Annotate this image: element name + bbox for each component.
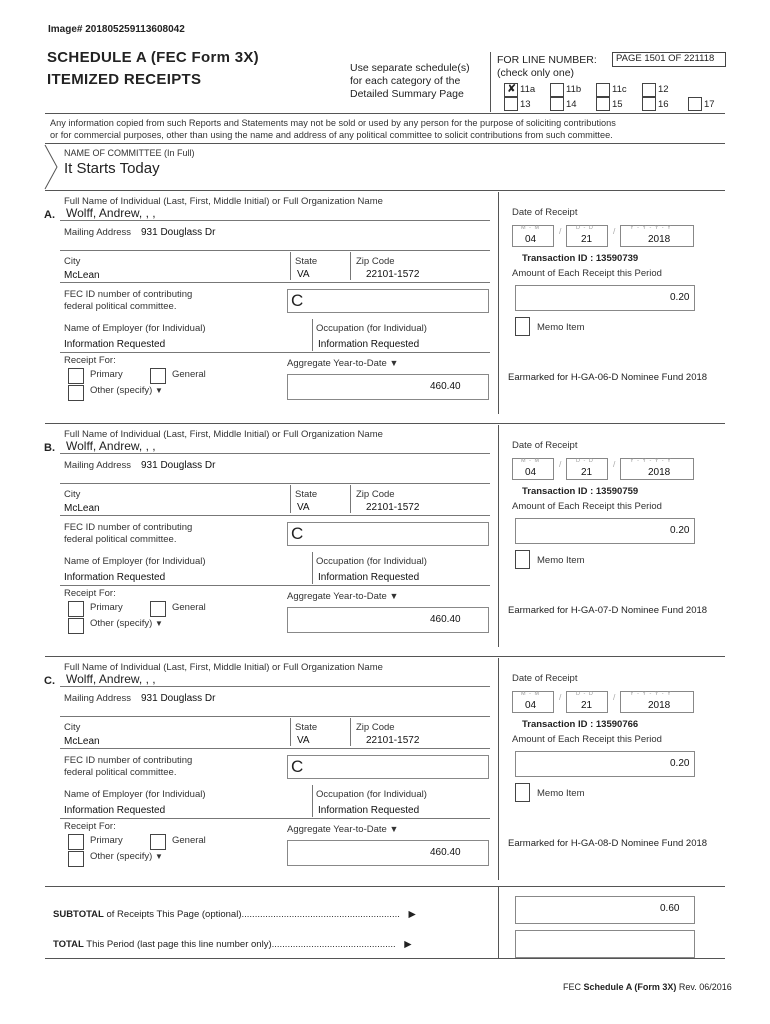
receipt-month: 04 [525,467,537,478]
amount-field [515,518,695,544]
line-15-checkbox[interactable] [596,97,610,111]
other-specify-text: Other (specify) [90,385,153,396]
amount-field [515,751,695,777]
zip-code: 22101-1572 [366,735,420,746]
triangle-down-icon: ▼ [154,619,163,628]
line-11a-checkbox[interactable]: ✘ [504,83,518,97]
receipt-day: 21 [581,234,593,245]
city-label: City [64,256,81,267]
aggregate-text: Aggregate Year-to-Date [287,591,387,602]
contributor-name: Wolff, Andrew, , , [66,672,156,686]
receipt-section [0,425,770,657]
triangle-down-icon: ▼ [389,824,399,834]
mailing-address-label: Mailing Address [64,227,132,238]
state-label: State [295,489,318,500]
date-separator: / [613,459,616,469]
state-label: State [295,256,318,267]
arrow-right-icon: ▶ [404,939,412,950]
fec-id-prefix: C [291,757,304,776]
fec-id-label-line: FEC ID number of contributing [64,522,193,533]
employer: Information Requested [64,805,166,816]
line-option-label: 16 [658,99,669,110]
employer-label: Name of Employer (for Individual) [64,556,206,567]
earmark-text: Earmarked for H-GA-08-D Nominee Fund 2018 [508,838,708,849]
image-id: Image# 201805259113608042 [48,24,185,35]
entry-letter: C. [44,675,55,687]
fec-id-label-line: FEC ID number of contributing [64,289,193,300]
line-11c-checkbox[interactable] [596,83,610,97]
year-hint: Y - Y - Y - Y [630,691,672,697]
line-17-checkbox[interactable] [688,97,702,111]
committee-name: It Starts Today [64,160,160,177]
general-checkbox[interactable] [150,368,166,384]
line-option-label: 14 [566,99,577,110]
amount-value: 0.20 [670,525,690,536]
fec-id-prefix: C [291,291,304,310]
line-option-label: 13 [520,99,531,110]
occupation-label: Occupation (for Individual) [316,789,427,800]
fec-id-label [64,522,192,546]
earmark-text: Earmarked for H-GA-06-D Nominee Fund 2018 [508,372,708,383]
aggregate-label [287,358,398,369]
month-hint: M - M [521,458,541,464]
receipt-year: 2018 [648,700,671,711]
footer-prefix: FEC [563,982,584,992]
aggregate-value: 460.40 [430,614,461,625]
receipt-year: 2018 [648,467,671,478]
date-of-receipt-label: Date of Receipt [512,673,578,684]
transaction-id: Transaction ID : 13590766 [522,719,639,730]
footer-revision: Rev. 06/2016 [676,982,732,992]
fec-id-field[interactable] [287,289,489,313]
line-option-label: 11b [566,84,582,95]
line-13-checkbox[interactable] [504,97,518,111]
aggregate-label [287,591,398,602]
notice [50,117,616,141]
primary-checkbox[interactable] [68,601,84,617]
primary-label: Primary [90,369,123,380]
line-14-checkbox[interactable] [550,97,564,111]
city: McLean [64,503,100,514]
month-hint: M - M [521,225,541,231]
fec-id-label [64,289,192,313]
other-specify-text: Other (specify) [90,851,153,862]
receipt-for-label: Receipt For: [64,355,116,366]
line-option-label: 12 [658,84,669,95]
receipt-year: 2018 [648,234,671,245]
line-11b-checkbox[interactable] [550,83,564,97]
line-option-label: 11c [612,84,627,95]
general-checkbox[interactable] [150,834,166,850]
city: McLean [64,736,100,747]
day-hint: D - D [576,458,594,464]
state: VA [297,502,310,513]
arrow-right-icon: ▶ [408,909,416,920]
zip-label: Zip Code [356,489,395,500]
state: VA [297,269,310,280]
triangle-down-icon: ▼ [154,852,163,861]
other-specify-label [90,851,163,862]
triangle-down-icon: ▼ [389,358,399,368]
general-label: General [172,369,206,380]
footer [563,982,732,992]
page-number [616,53,714,64]
amount-value: 0.20 [670,758,690,769]
page-total: 221118 [683,53,715,64]
other-checkbox[interactable] [68,618,84,634]
fec-id-label-line: FEC ID number of contributing [64,755,193,766]
triangle-down-icon: ▼ [154,386,163,395]
fec-id-field[interactable] [287,755,489,779]
employer-label: Name of Employer (for Individual) [64,789,206,800]
entry-letter: B. [44,442,55,454]
occupation: Information Requested [318,572,420,583]
page-of: OF [668,53,682,64]
primary-checkbox[interactable] [68,834,84,850]
aggregate-label [287,824,398,835]
employer: Information Requested [64,572,166,583]
memo-item-label: Memo Item [537,555,585,566]
fec-id-field[interactable] [287,522,489,546]
contributor-name: Wolff, Andrew, , , [66,206,156,220]
page-current: 1501 [644,53,666,64]
full-name-label: Full Name of Individual (Last, First, Middle Initial) or Full Organization Name [64,662,383,673]
mailing-address-label: Mailing Address [64,693,132,704]
memo-item-checkbox[interactable] [515,783,530,802]
year-hint: Y - Y - Y - Y [630,225,672,231]
zip-code: 22101-1572 [366,269,420,280]
full-name-label: Full Name of Individual (Last, First, Middle Initial) or Full Organization Name [64,429,383,440]
zip-label: Zip Code [356,256,395,267]
date-separator: / [559,459,562,469]
total-rest: This Period (last page this line number only)............................................... [83,939,396,950]
occupation-label: Occupation (for Individual) [316,556,427,567]
receipt-for-label: Receipt For: [64,821,116,832]
year-hint: Y - Y - Y - Y [630,458,672,464]
zip-code: 22101-1572 [366,502,420,513]
primary-label: Primary [90,835,123,846]
line-option-label: 15 [612,99,623,110]
triangle-down-icon: ▼ [389,591,399,601]
fec-id-label [64,755,192,779]
occupation: Information Requested [318,805,420,816]
general-checkbox[interactable] [150,601,166,617]
mailing-address: 931 Douglass Dr [141,693,216,704]
zip-label: Zip Code [356,722,395,733]
occupation-label: Occupation (for Individual) [316,323,427,334]
employer-label: Name of Employer (for Individual) [64,323,206,334]
notice-line: Any information copied from such Reports and Statements may not be sold or used by any person for the purpose of soliciting contributions [50,118,616,128]
line-option-label: 11a [520,84,536,95]
transaction-id: Transaction ID : 13590739 [522,253,639,264]
city-label: City [64,489,81,500]
other-specify-label [90,385,163,396]
month-hint: M - M [521,691,541,697]
line-16-checkbox[interactable] [642,97,656,111]
date-separator: / [559,226,562,236]
date-separator: / [613,692,616,702]
section-divider [45,656,725,657]
general-label: General [172,835,206,846]
total-field [515,930,695,958]
amount-label: Amount of Each Receipt this Period [512,268,662,279]
receipt-month: 04 [525,234,537,245]
aggregate-text: Aggregate Year-to-Date [287,358,387,369]
fec-id-prefix: C [291,524,304,543]
instruction-line: for each category of the [350,75,461,87]
notice-line: or for commercial purposes, other than using the name and address of any political committee to solicit contributions from such committee. [50,130,613,140]
mailing-address: 931 Douglass Dr [141,227,216,238]
mailing-address-label: Mailing Address [64,460,132,471]
amount-value: 0.20 [670,292,690,303]
state-label: State [295,722,318,733]
aggregate-text: Aggregate Year-to-Date [287,824,387,835]
transaction-id: Transaction ID : 13590759 [522,486,639,497]
entry-letter: A. [44,209,55,221]
instruction-line: Use separate schedule(s) [350,62,470,74]
receipt-section [0,192,770,424]
memo-item-label: Memo Item [537,322,585,333]
schedule-title: SCHEDULE A (FEC Form 3X) [47,49,259,66]
date-separator: / [613,226,616,236]
subtotal-label [53,909,416,920]
memo-item-checkbox[interactable] [515,317,530,336]
line-option-label: 17 [704,99,715,110]
check-only-one-label: (check only one) [497,67,575,79]
line-12-checkbox[interactable] [642,83,656,97]
contributor-name: Wolff, Andrew, , , [66,439,156,453]
page-label: PAGE [616,53,642,64]
amount-field [515,285,695,311]
committee-arrow-bracket [43,143,63,191]
fec-id-label-line: federal political committee. [64,301,177,312]
committee-label: NAME OF COMMITTEE (In Full) [64,148,195,158]
subtotal-value: 0.60 [660,903,680,914]
other-specify-text: Other (specify) [90,618,153,629]
for-line-number-label: FOR LINE NUMBER: [497,54,597,66]
itemized-receipts-title: ITEMIZED RECEIPTS [47,71,202,88]
total-label [53,939,412,950]
receipt-for-label: Receipt For: [64,588,116,599]
earmark-text: Earmarked for H-GA-07-D Nominee Fund 2018 [508,605,708,616]
other-specify-label [90,618,163,629]
instruction-line: Detailed Summary Page [350,88,464,100]
occupation: Information Requested [318,339,420,350]
employer: Information Requested [64,339,166,350]
amount-label: Amount of Each Receipt this Period [512,501,662,512]
city-label: City [64,722,81,733]
full-name-label: Full Name of Individual (Last, First, Middle Initial) or Full Organization Name [64,196,383,207]
subtotal-bold: SUBTOTAL [53,909,104,920]
total-bold: TOTAL [53,939,84,950]
aggregate-value: 460.40 [430,381,461,392]
receipt-day: 21 [581,467,593,478]
subtotal-rest: of Receipts This Page (optional)............................................................ [103,909,400,920]
fec-id-label-line: federal political committee. [64,534,177,545]
date-separator: / [559,692,562,702]
section-divider [45,423,725,424]
primary-label: Primary [90,602,123,613]
city: McLean [64,270,100,281]
day-hint: D - D [576,225,594,231]
mailing-address: 931 Douglass Dr [141,460,216,471]
memo-item-label: Memo Item [537,788,585,799]
receipt-month: 04 [525,700,537,711]
day-hint: D - D [576,691,594,697]
receipt-section [0,658,770,890]
memo-item-checkbox[interactable] [515,550,530,569]
fec-id-label-line: federal political committee. [64,767,177,778]
date-of-receipt-label: Date of Receipt [512,207,578,218]
instructions [350,62,470,101]
primary-checkbox[interactable] [68,368,84,384]
amount-label: Amount of Each Receipt this Period [512,734,662,745]
date-of-receipt-label: Date of Receipt [512,440,578,451]
state: VA [297,735,310,746]
other-checkbox[interactable] [68,851,84,867]
aggregate-value: 460.40 [430,847,461,858]
receipt-day: 21 [581,700,593,711]
other-checkbox[interactable] [68,385,84,401]
footer-form-name: Schedule A (Form 3X) [583,982,677,992]
general-label: General [172,602,206,613]
